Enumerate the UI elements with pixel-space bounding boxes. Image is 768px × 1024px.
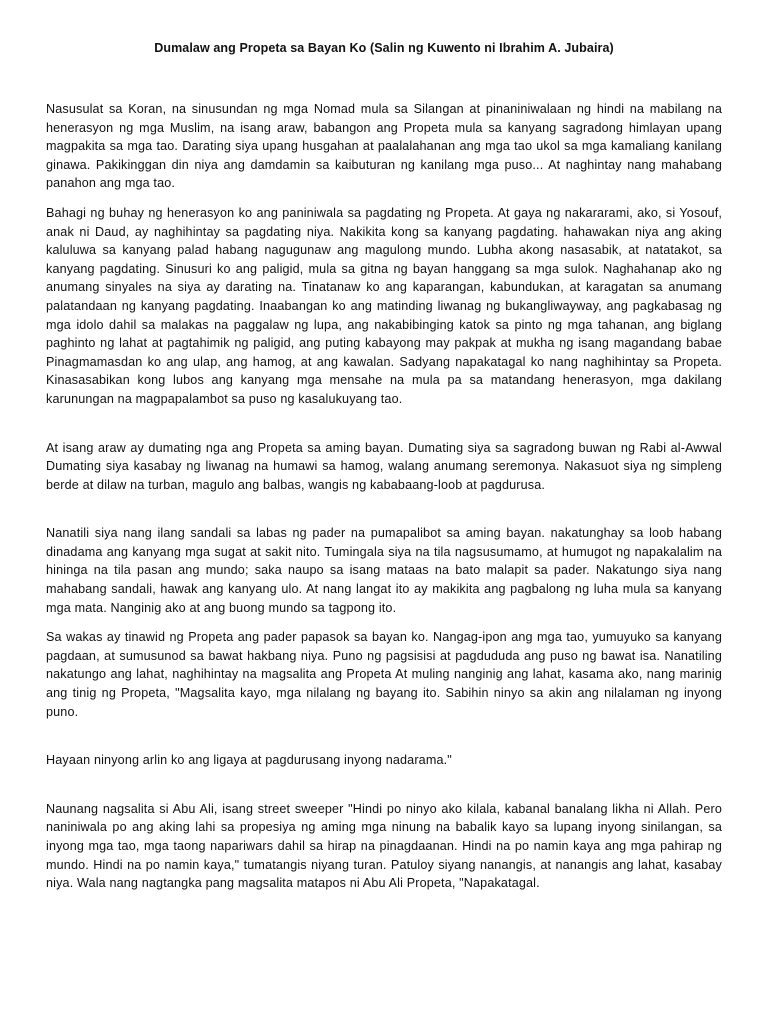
paragraph-let-me-hear: Hayaan ninyong arlin ko ang ligaya at pagdurusang inyong nadarama.": [46, 753, 452, 768]
document-title: Dumalaw ang Propeta sa Bayan Ko (Salin ng Kuwento ni Ibrahim A. Jubaira): [154, 41, 614, 55]
paragraph-gap: [46, 193, 722, 204]
paragraph-outside-wall: Nanatili siya nang ilang sandali sa labas ng pader na pumapalibot sa aming bayan. nakatunghay sa loob habang dinadama ang kanyang mga sugat at sakit nito. Tumingala siya na tila nagsusumamo, at humugot ng napakalalim na hininga na tila pasan ang mundo; saka naupo sa isang mataas na bato malapit sa pader. Nakatungo siya nang mahabang sandali, hawak ang kanyang ulo. At nang langat ito ay makikita ang pagbalong ng luha mula sa kanyang mga mata. Nanginig ako at ang buong mundo sa tagpong ito.: [46, 526, 722, 615]
paragraph-gap: [46, 617, 722, 628]
paragraph-koran: Nasusulat sa Koran, na sinusundan ng mga Nomad mula sa Silangan at pinaniniwalaan ng hindi na mabilang na henerasyon ng mga Muslim, na isang araw, babangon ang Propeta mula sa kanyang sagradong himlayan upang magpakita sa mga tao. Darating siya upang husgahan at paalalahanan ang mga tao ukol sa mga kamaliang kanilang ginawa. Pakikinggan din niya ang damdamin sa kaibuturan ng kanilang mga puso... At naghintay nang mahabang panahon ang mga tao.: [46, 102, 722, 191]
paragraph-gap: [46, 721, 722, 751]
paragraph-entering-town: Sa wakas ay tinawid ng Propeta ang pader papasok sa bayan ko. Nangag-ipon ang mga tao, yumuyuko sa kanyang pagdaan, at sumusunod sa bawat hakbang niya. Puno ng pagsisisi at pagdududa ang puso ng bawat isa. Nanatiling nakatungo ang lahat, naghihintay na magsalita ang Propeta At muling nanginig ang lahat, kasama ako, nang marinig ang tinig ng Propeta, "Magsalita kayo, mga nilalang ng bayang ito. Sabihin ninyo sa akin ang nilalaman ng inyong puno.: [46, 630, 722, 719]
paragraph-gap: [46, 409, 722, 439]
paragraph-gap: [46, 494, 722, 524]
paragraph-arrival: At isang araw ay dumating nga ang Propeta sa aming bayan. Dumating siya sa sagradong buwan ng Rabi al-Awwal Dumating siya kasabay ng liwanag na humawi sa hamog, walang anumang seremonya. Nakasuot siya ng simpleng berde at dilaw na turban, magulo ang balbas, wangis ng kababaang-loob at pagdurusa.: [46, 440, 722, 492]
paragraph-abu-ali: Naunang nagsalita si Abu Ali, isang street sweeper "Hindi po ninyo ako kilala, kabanal banalang likha ni Allah. Pero naniniwala po ang aking lahi sa propesiya ng aming mga ninung na babalik kayo sa lupang inyong sinilangan, sa inyong mga tao, mga taong napariwars dahil sa hirap na pinagdaanan. Hindi na po namin kaya ang mga pahirap ng mundo. Hindi na po namin kaya," tumatangis niyang turan. Patuloy siyang nanangis, at nanangis ang lahat, kasabay niya. Wala nang nagtangka pang magsalita matapos ni Abu Ali Propeta, "Napakatagal.: [46, 801, 722, 891]
paragraph-gap: [46, 770, 722, 800]
paragraph-generation: Bahagi ng buhay ng henerasyon ko ang paniniwala sa pagdating ng Propeta. At gaya ng nakararami, ako, si Yosouf, anak ni Daud, ay naghihintay sa pagdating niya. Nakikita kong sa kanyang pagdating. hahawakan niya ang aking kaluluwa sa kanyang palad habang nagugunaw ang magulong mundo. Lubha akong nasasabik, at natatakot, sa kanyang pagdating. Sinusuri ko ang paligid, mula sa gitna ng bayan hanggang sa mga sulok. Naghahanap ako ng anumang sinyales na siya ay darating na. Tinatanaw ko ang kaparangan, kabundukan, at karagatan sa anumang palatandaan ng kanyang pagdating. Inaabangan ko ang matinding liwanag ng bukangliwayway, ang pagkabasag ng mga idolo dahil sa malakas na paggalaw ng lupa, ang nakabibinging katok sa pinto ng mga tahanan, ang biglang paghinto ng lahat at pagtahimik ng paligid, ang puting kabayong may pakpak at mukha ng isang magandang babae Pinagmamasdan ko ang ulap, ang hamog, at ang kawalan. Sadyang napakatagal ko nang naghihintay sa Propeta. Kinasasabikan kong lubos ang kanyang mga mensahe na mula pa sa matandang henerasyon, mga dakilang karunungan na magpapalambot sa puso ng kasalukuyang tao.: [46, 205, 722, 406]
